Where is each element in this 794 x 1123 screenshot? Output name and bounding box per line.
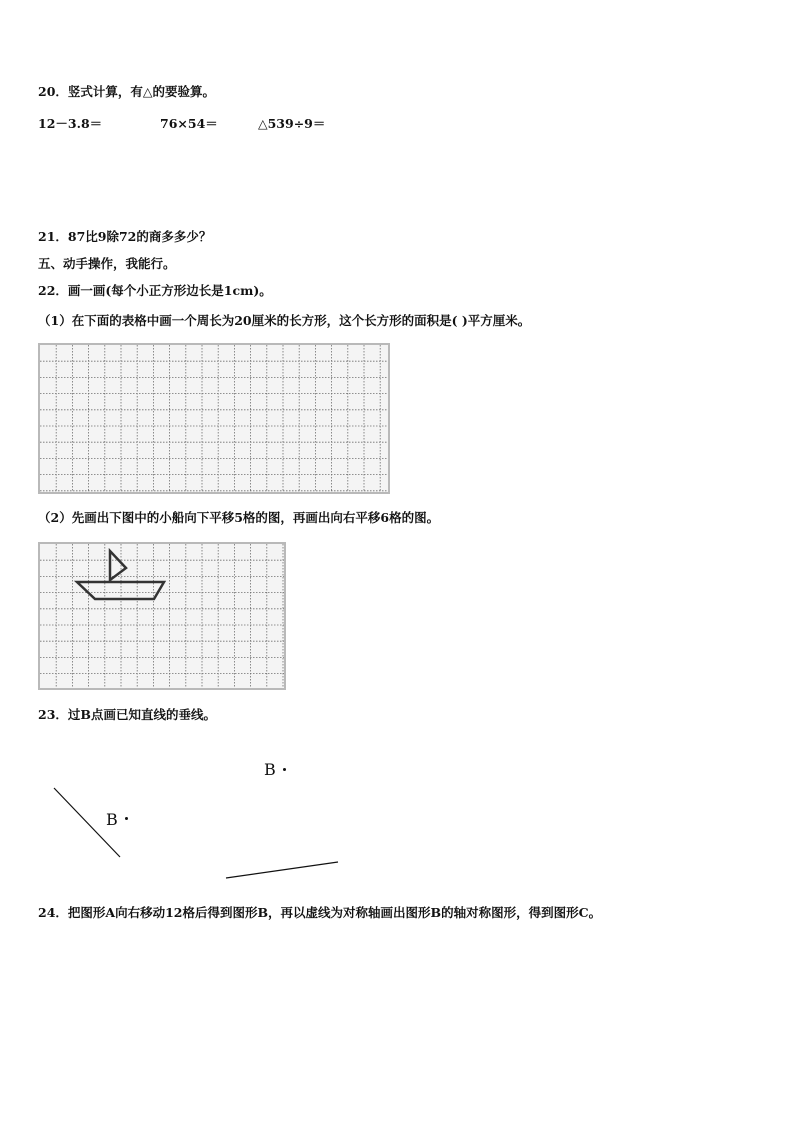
q23-title: 23．过B点画已知直线的垂线。 bbox=[38, 707, 216, 722]
given-line-2 bbox=[226, 862, 338, 878]
section-5-title: 五、动手操作，我能行。 bbox=[38, 256, 176, 271]
point-b-label-1: B bbox=[264, 760, 276, 779]
q21-title: 21．87比9除72的商多多少？ bbox=[38, 229, 212, 244]
q24-title: 24．把图形A向右移动12格后得到图形B，再以虚线为对称轴画出图形B的轴对称图形，得到图形C。 bbox=[38, 905, 602, 920]
q20-expr-3: △539÷9＝ bbox=[258, 116, 326, 131]
q22-title: 22．画一画(每个小正方形边长是1cm)。 bbox=[38, 283, 272, 298]
q20-title: 20．竖式计算，有△的要验算。 bbox=[38, 84, 216, 99]
q20-expr-2: 76×54＝ bbox=[160, 116, 218, 131]
q20-expr-1: 12－3.8＝ bbox=[38, 116, 103, 131]
q22-part2: （2）先画出下图中的小船向下平移5格的图，再画出向右平移6格的图。 bbox=[38, 510, 440, 525]
q22-part1: （1）在下面的表格中画一个周长为20厘米的长方形，这个长方形的面积是( )平方厘米。 bbox=[38, 313, 531, 328]
given-line-1 bbox=[54, 788, 120, 857]
point-b-label-2: B bbox=[106, 810, 118, 829]
